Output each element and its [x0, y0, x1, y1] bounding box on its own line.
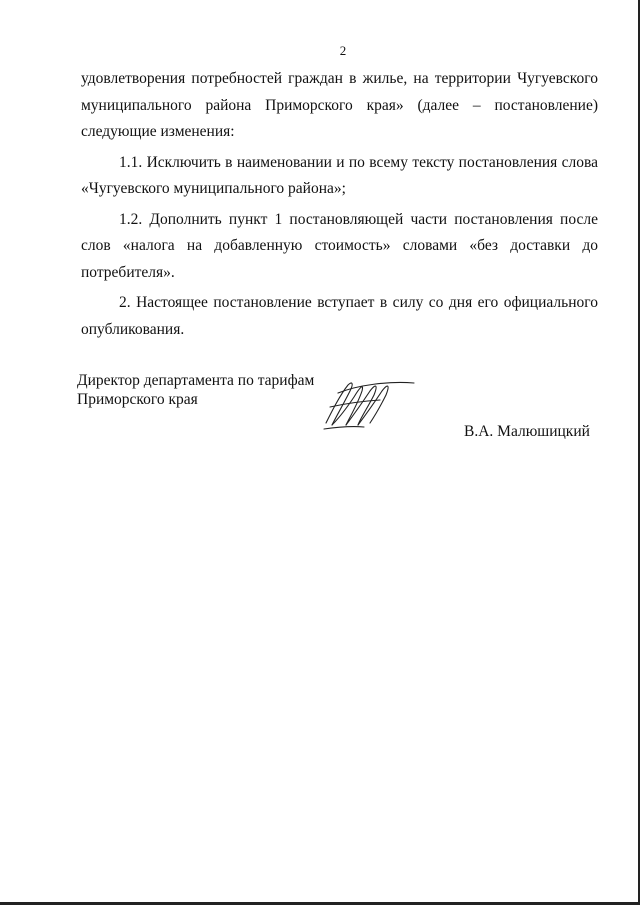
- body-text: [81, 66, 598, 343]
- handwritten-signature: [318, 373, 418, 433]
- paragraph-item-1-2: 1.2. Дополнить пункт 1 постановляющей части постановления после слов «налога на добавленную стоимость» словами «без доставки до потребителя».: [81, 210, 598, 281]
- paragraph-item-2: 2. Настоящее постановление вступает в силу со дня его официального опубликования.: [81, 294, 598, 338]
- page-number: 2: [339, 43, 347, 58]
- signatory-position-line2: Приморского края: [77, 391, 198, 408]
- paragraph-continuation: удовлетворения потребностей граждан в жилье, на территории Чугуевского муниципального района Приморского края» (далее – постановление) следующие изменения:: [81, 70, 598, 140]
- signatory-position: [77, 371, 314, 409]
- paragraph-item-1-1: 1.1. Исключить в наименовании и по всему тексту постановления слова «Чугуевского муниципального района»;: [81, 153, 598, 197]
- signatory-name: В.А. Малюшицкий: [464, 423, 590, 440]
- signatory-position-line1: Директор департамента по тарифам: [77, 372, 315, 389]
